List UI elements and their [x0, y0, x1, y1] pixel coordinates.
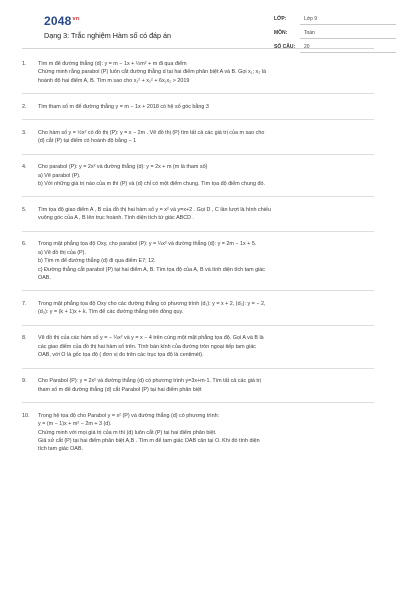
- question-text-line: tích tam giác OAB.: [38, 446, 83, 453]
- question-item: [22, 334, 374, 359]
- question-number: 3.: [22, 129, 27, 136]
- question-divider: [22, 231, 374, 232]
- question-number: 2.: [22, 103, 27, 110]
- question-divider: [22, 402, 374, 403]
- question-text-line: Chứng minh rằng parabol (P) luôn cắt đường thẳng d tại hai điểm phân biệt A và B. Gọi x₁; x₂ là: [38, 69, 267, 76]
- question-text-line: b) Tìm m để đường thẳng (d) đi qua điểm E7; 12.: [38, 258, 156, 265]
- meta-underline: [300, 38, 396, 39]
- meta-value: Lớp 9: [304, 16, 318, 22]
- question-text-line: tham số m để đường thẳng (d) cắt Parabol (P) tại hai điểm phân biệt: [38, 386, 202, 393]
- meta-label: MÔN:: [274, 30, 288, 36]
- question-text-line: c) Đường thẳng cắt parabol (P) tại hai điểm A, B. Tìm tọa độ của A, B và tính diện tích tam giác: [38, 266, 265, 273]
- question-item: [22, 163, 374, 188]
- question-item: [22, 129, 374, 146]
- header-divider: [22, 48, 374, 49]
- question-number: 1.: [22, 61, 27, 67]
- question-divider: [22, 119, 374, 120]
- question-text-line: vuông góc của A , B lên trục hoành. Tính diện tích tứ giác ABCD .: [38, 215, 195, 222]
- question-text-line: Cho hàm số y = ½x² có đồ thị (P): y = x − 2m . Vẽ đồ thị (P) tìm tất cả các giá trị của m sao cho: [38, 129, 265, 136]
- question-text-line: OAB, với O là gốc tọa độ ( đơn vị đo trên các trục tọa độ là centimét).: [38, 352, 204, 359]
- meta-row-subject: [274, 26, 396, 40]
- question-number: 7.: [22, 301, 27, 308]
- page-header: [22, 0, 372, 60]
- question-text-line: y = (m − 1)x + m² − 2m + 3 (d).: [38, 421, 112, 428]
- question-item: [22, 300, 374, 317]
- question-divider: [22, 154, 374, 155]
- question-item: [22, 103, 374, 111]
- meta-label: SỐ CÂU:: [274, 44, 296, 50]
- question-text-line: Tìm m để đường thẳng (d): y = m − 1x + ½m² + m đi qua điểm: [38, 61, 187, 67]
- question-item: [22, 240, 374, 282]
- question-list: [22, 60, 374, 454]
- question-number: 8.: [22, 335, 27, 342]
- question-text-line: Giả sử cắt (P) tại hai điểm phân biệt A,B . Tìm m để tam giác OAB cân tại O. Khi đó tính diện: [38, 437, 260, 444]
- question-text-line: Trong hệ tọa độ cho Parabol y = x² (P) và đường thẳng (d) có phương trình:: [38, 412, 220, 419]
- logo-text: 2048: [44, 14, 72, 28]
- question-item: [22, 206, 374, 223]
- page-title: Dạng 3: Trắc nghiệm Hàm số có đáp án: [44, 31, 172, 40]
- question-item: [22, 60, 374, 85]
- site-logo[interactable]: [44, 14, 79, 28]
- question-text-line: (d) cắt (P) tại điểm có hoành độ bằng − 1: [38, 138, 137, 145]
- question-text-line: a) Vẽ đồ thị của (P).: [38, 249, 86, 256]
- meta-row-class: [274, 12, 396, 26]
- question-text-line: (d₃): y = (k + 1)x + k. Tìm để các đường thẳng trên đồng quy.: [38, 309, 184, 316]
- question-text-line: các giao điểm của đồ thị hai hàm số trên. Tính bán kính của đường tròn ngoại tiếp tam giác: [38, 343, 257, 350]
- question-number: 10.: [22, 412, 30, 419]
- question-text-line: OAB.: [38, 275, 51, 282]
- question-number: 5.: [22, 207, 27, 214]
- logo-suffix: vn: [72, 16, 80, 22]
- question-text-line: b) Với những giá trị nào của m thì (P) và (d) chỉ có một điểm chung. Tìm tọa độ điểm chung đó.: [38, 181, 265, 188]
- meta-value: Toán: [304, 30, 315, 36]
- question-divider: [22, 196, 374, 197]
- question-divider: [22, 325, 374, 326]
- question-text-line: Trong mặt phẳng tọa độ Oxy, cho parabol (P): y = ¼x² và đường thẳng (d): y = 2m − 1x + 5.: [38, 241, 257, 248]
- question-text-line: Tìm tọa độ giao điểm A , B của đồ thị hai hàm số y = x² và y=x+2 . Gọi D , C lần lượt là hình chiếu: [38, 207, 271, 214]
- question-number: 6.: [22, 241, 27, 248]
- question-text-line: a) Vẽ parabol (P).: [38, 172, 81, 179]
- question-number: 4.: [22, 164, 27, 171]
- question-item: [22, 412, 374, 454]
- question-text-line: Vẽ đồ thị của các hàm số y = − ¼x² và y = x − 4 trên cùng một mặt phẳng tọa độ. Gọi A và B là: [38, 335, 264, 342]
- meta-label: LỚP:: [274, 16, 287, 22]
- question-text-line: hoành độ hai điểm A, B. Tìm m sao cho x₁² + x₂² + 6x₁x₂ > 2019: [38, 77, 190, 84]
- question-number: 9.: [22, 378, 27, 385]
- meta-underline: [300, 52, 396, 53]
- question-text-line: Tìm tham số m để đường thẳng y = m − 1x + 2018 có hệ số góc bằng 3: [38, 103, 209, 110]
- question-item: [22, 377, 374, 394]
- meta-row-count: [274, 40, 396, 54]
- question-text-line: Trong mặt phẳng tọa độ Oxy cho các đường thẳng có phương trình (d₁): y = x + 2, (d₂): y = − 2,: [38, 301, 266, 308]
- question-divider: [22, 368, 374, 369]
- meta-value: 20: [304, 44, 310, 50]
- meta-underline: [300, 24, 396, 25]
- question-divider: [22, 290, 374, 291]
- question-divider: [22, 93, 374, 94]
- question-text-line: Cho parabol (P): y = 2x² và đường thẳng (d): y = 2x + m (m là tham số): [38, 164, 208, 171]
- question-text-line: Cho Parabol (P): y = 2x² và đường thẳng (d) có phương trình y=3x+m-1. Tìm tất cả các giá trị: [38, 378, 261, 385]
- question-text-line: Chứng minh với mọi giá trị của m thì (d) luôn cắt (P) tại hai điểm phân biệt.: [38, 429, 217, 436]
